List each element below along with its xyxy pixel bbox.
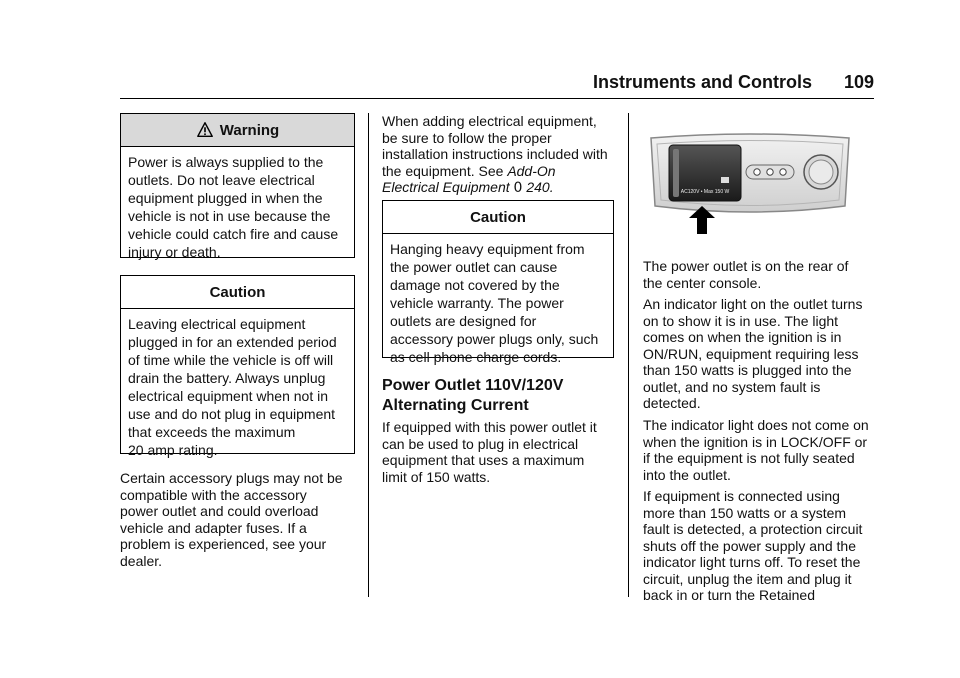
caution-line: 20 amp rating. <box>128 442 218 458</box>
caution-line: of time while the vehicle is off will <box>128 352 334 368</box>
warning-box <box>120 113 355 258</box>
caution-box-left <box>120 275 355 458</box>
text-line: If equipment is connected using <box>643 488 840 504</box>
text-line: into the outlet. <box>643 466 731 483</box>
warning-line: vehicle could catch fire and cause <box>128 226 339 242</box>
text-line: limit of 150 watts. <box>382 468 491 485</box>
middle-body <box>382 419 622 485</box>
text-line: detected. <box>643 395 701 411</box>
text-line: An indicator light on the outlet turns <box>643 296 863 312</box>
caution-line: the power outlet can cause <box>390 259 558 275</box>
text-line: vehicle and adapter fuses. If a <box>120 519 307 536</box>
text-line: if the equipment is not fully seated <box>643 450 855 466</box>
cross-reference-link[interactable]: Add-On <box>507 162 556 179</box>
text-line: than 150 watts is plugged into the <box>643 362 852 378</box>
caution-line: vehicle warranty. The power <box>390 295 564 311</box>
text-line: comes on when the ignition is in <box>643 329 842 345</box>
text-line: equipment that uses a maximum <box>382 452 585 468</box>
caution-line: that exceeds the maximum <box>128 424 296 440</box>
text-line: dealer. <box>120 552 163 569</box>
right-para-2 <box>643 296 883 412</box>
text-line: circuit, unplug the item and plug it <box>643 570 852 587</box>
right-para-3 <box>643 417 883 483</box>
power-outlet-figure <box>645 132 855 238</box>
period: . <box>549 179 554 195</box>
text-line: outlet, and no system fault is <box>643 378 821 395</box>
warning-line: outlets. Do not leave electrical <box>128 172 315 188</box>
caution-box-middle <box>382 200 614 365</box>
text-line: problem is experienced, see your <box>120 536 327 552</box>
heading-line: Alternating Current <box>382 397 529 414</box>
right-para-1 <box>643 258 883 291</box>
text-line: compatible with the accessory <box>120 486 307 503</box>
caution-line: Hanging heavy equipment from <box>390 241 585 257</box>
warning-line: vehicle is not in use because the <box>128 208 331 224</box>
caution-line: Leaving electrical equipment <box>128 316 306 332</box>
header-rule <box>120 98 874 99</box>
warning-line: equipment plugged in when the <box>128 190 323 206</box>
warning-line: injury or death. <box>128 244 221 260</box>
text-line: shuts off the power supply and the <box>643 537 856 554</box>
right-para-4 <box>643 488 883 604</box>
page-ref-number[interactable]: 240 <box>526 179 550 195</box>
heading-line: Power Outlet 110V/120V <box>382 377 564 394</box>
warning-line: Power is always supplied to the <box>128 154 324 170</box>
text-line: fault is detected, a protection circuit <box>643 521 863 537</box>
caution-line: as cell phone charge cords. <box>390 349 562 365</box>
text-line: Certain accessory plugs may not be <box>120 470 343 486</box>
text-line <box>382 163 622 180</box>
caution-line: accessory power plugs only, such <box>390 331 599 347</box>
caution-line: outlets are designed for <box>390 313 537 329</box>
page-ref-symbol: 0 <box>513 180 523 196</box>
text-line: If equipped with this power outlet it <box>382 419 597 435</box>
text-line: When adding electrical equipment, <box>382 113 597 129</box>
text-span: the equipment. See <box>382 162 508 179</box>
caution-text <box>121 309 354 465</box>
page-number: 109 <box>843 72 874 92</box>
caution-line: damage not covered by the <box>390 277 560 293</box>
text-line: the center console. <box>643 274 762 291</box>
text-line: be sure to follow the proper <box>382 129 552 146</box>
warning-title: Warning <box>219 121 280 139</box>
text-line: when the ignition is in LOCK/OFF or <box>643 433 868 450</box>
text-line: power outlet and could overload <box>120 503 319 519</box>
caution-line: plugged in for an extended period <box>128 334 337 350</box>
warning-box-header <box>121 114 354 147</box>
text-line: installation instructions included with <box>382 146 608 162</box>
text-line: back in or turn the Retained <box>643 587 815 603</box>
section-heading <box>382 376 622 416</box>
text-line: can be used to plug in electrical <box>382 435 579 452</box>
text-line: indicator light turns off. To reset the <box>643 554 861 570</box>
caution-box-header: Caution <box>121 276 354 309</box>
warning-text <box>121 147 354 267</box>
caution-line: electrical equipment when not in <box>128 388 329 404</box>
warning-icon <box>196 121 214 139</box>
text-line: on to show it is in use. The light <box>643 312 839 329</box>
middle-intro <box>382 113 622 197</box>
text-line <box>382 179 622 197</box>
text-line: The indicator light does not come on <box>643 417 869 433</box>
column-divider-1 <box>368 113 369 597</box>
column-divider-2 <box>628 113 629 597</box>
left-paragraph <box>120 470 360 569</box>
caution-text <box>383 234 613 372</box>
section-title: Instruments and Controls <box>592 72 812 92</box>
text-line: The power outlet is on the rear of <box>643 258 849 274</box>
caution-line: use and do not plug in equipment <box>128 406 336 422</box>
caution-box-header: Caution <box>383 201 613 234</box>
outlet-label: AC120V • Max 150 W <box>680 189 730 195</box>
text-line: ON/RUN, equipment requiring less <box>643 345 859 362</box>
page-header <box>120 72 874 98</box>
caution-line: drain the battery. Always unplug <box>128 370 326 386</box>
cross-reference-link[interactable]: Electrical Equipment <box>382 179 510 195</box>
text-line: more than 150 watts or a system <box>643 504 847 521</box>
